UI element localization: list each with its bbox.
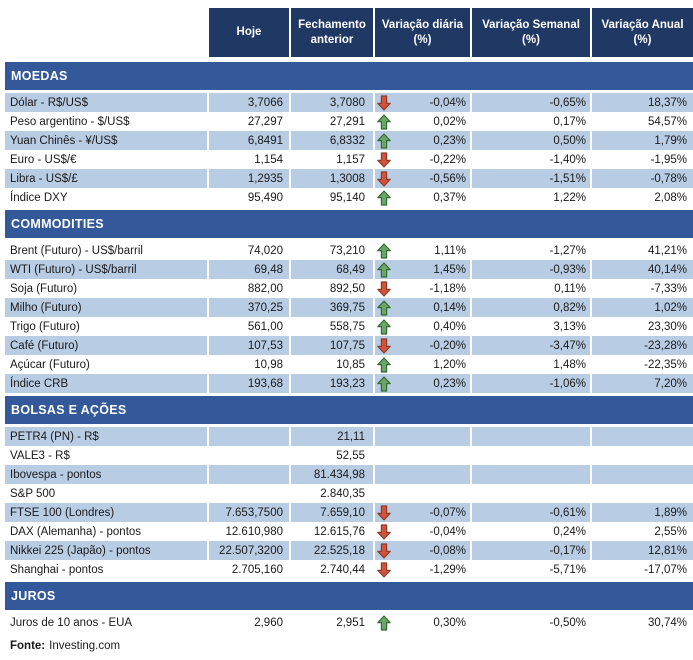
arrow-down-icon <box>377 524 391 540</box>
variacao-diaria-value: 0,02% <box>433 115 466 128</box>
fechamento-anterior-value: 6,8332 <box>289 131 373 150</box>
variacao-anual-value: 54,57% <box>590 112 693 131</box>
hoje-value: 2.705,160 <box>207 560 289 579</box>
variacao-anual-value: -1,95% <box>590 150 693 169</box>
arrow-up-icon <box>377 243 391 259</box>
variacao-diaria-cell <box>373 427 470 446</box>
fechamento-anterior-value: 2.740,44 <box>289 560 373 579</box>
variacao-anual-value: 1,02% <box>590 298 693 317</box>
table-row <box>5 150 693 169</box>
section-header-juros <box>5 582 693 610</box>
variacao-diaria-cell <box>373 355 470 374</box>
column-header-hoje: Hoje <box>207 8 289 57</box>
arrow-down-icon <box>377 171 391 187</box>
variacao-diaria-cell <box>373 503 470 522</box>
instrument-label: Soja (Futuro) <box>10 282 78 295</box>
variacao-anual-value: -22,35% <box>590 355 693 374</box>
table-row <box>5 260 693 279</box>
section-title: BOLSAS E AÇÕES <box>11 403 127 417</box>
instrument-label: PETR4 (PN) - R$ <box>10 430 99 443</box>
variacao-diaria-cell <box>373 169 470 188</box>
variacao-diaria-cell <box>373 260 470 279</box>
variacao-semanal-value: -5,71% <box>470 560 590 579</box>
hoje-value: 2,960 <box>207 613 289 632</box>
variacao-anual-value <box>590 484 693 503</box>
hoje-value: 95,490 <box>207 188 289 207</box>
column-header-variacao-semanal: Variação Semanal (%) <box>470 8 590 57</box>
table-header <box>5 8 693 57</box>
variacao-diaria-cell <box>373 279 470 298</box>
arrow-down-icon <box>377 281 391 297</box>
variacao-diaria-value: -0,08% <box>429 544 466 557</box>
variacao-semanal-value <box>470 446 590 465</box>
variacao-diaria-value: -0,07% <box>429 506 466 519</box>
instrument-label: Açúcar (Futuro) <box>10 358 90 371</box>
hoje-value: 882,00 <box>207 279 289 298</box>
variacao-anual-value: 23,30% <box>590 317 693 336</box>
arrow-up-icon <box>377 357 391 373</box>
hoje-value: 561,00 <box>207 317 289 336</box>
variacao-anual-value: -17,07% <box>590 560 693 579</box>
fechamento-anterior-value: 2,951 <box>289 613 373 632</box>
variacao-semanal-value: 0,17% <box>470 112 590 131</box>
variacao-diaria-cell <box>373 446 470 465</box>
column-header-variacao-anual: Variação Anual (%) <box>590 8 693 57</box>
variacao-diaria-cell <box>373 150 470 169</box>
variacao-diaria-value: -0,04% <box>429 525 466 538</box>
variacao-anual-value: 2,55% <box>590 522 693 541</box>
section-header-moedas <box>5 62 693 90</box>
table-row <box>5 336 693 355</box>
table-row <box>5 427 693 446</box>
table-row <box>5 131 693 150</box>
fechamento-anterior-value: 3,7080 <box>289 93 373 112</box>
table-row <box>5 241 693 260</box>
variacao-anual-value: -0,78% <box>590 169 693 188</box>
fechamento-anterior-value: 2.840,35 <box>289 484 373 503</box>
arrow-down-icon <box>377 543 391 559</box>
variacao-diaria-cell <box>373 241 470 260</box>
hoje-value: 107,53 <box>207 336 289 355</box>
instrument-label: Yuan Chinês - ¥/US$ <box>10 134 118 147</box>
variacao-diaria-cell <box>373 131 470 150</box>
variacao-diaria-value: 0,23% <box>433 134 466 147</box>
variacao-diaria-cell <box>373 93 470 112</box>
variacao-semanal-value: -0,61% <box>470 503 590 522</box>
instrument-label: Índice CRB <box>10 377 69 390</box>
variacao-anual-value <box>590 446 693 465</box>
variacao-diaria-value: 0,23% <box>433 377 466 390</box>
arrow-down-icon <box>377 95 391 111</box>
hoje-value: 1,2935 <box>207 169 289 188</box>
variacao-diaria-value: -0,04% <box>429 96 466 109</box>
fechamento-anterior-value: 22.525,18 <box>289 541 373 560</box>
hoje-value: 10,98 <box>207 355 289 374</box>
instrument-label: Juros de 10 anos - EUA <box>10 616 133 629</box>
fechamento-anterior-value: 369,75 <box>289 298 373 317</box>
arrow-down-icon <box>377 505 391 521</box>
section-title: JUROS <box>11 589 56 603</box>
variacao-anual-value: 12,81% <box>590 541 693 560</box>
variacao-diaria-value: 0,40% <box>433 320 466 333</box>
instrument-label: Libra - US$/£ <box>10 172 78 185</box>
variacao-semanal-value: -1,27% <box>470 241 590 260</box>
instrument-label: Café (Futuro) <box>10 339 79 352</box>
source-label: Fonte: <box>10 640 46 652</box>
variacao-diaria-cell <box>373 374 470 393</box>
variacao-semanal-value <box>470 465 590 484</box>
variacao-semanal-value: 0,50% <box>470 131 590 150</box>
variacao-anual-value: 40,14% <box>590 260 693 279</box>
hoje-value: 370,25 <box>207 298 289 317</box>
fechamento-anterior-value: 558,75 <box>289 317 373 336</box>
table-row <box>5 503 693 522</box>
hoje-value <box>207 446 289 465</box>
instrument-label: Índice DXY <box>10 191 68 204</box>
hoje-value: 69,48 <box>207 260 289 279</box>
variacao-diaria-cell <box>373 336 470 355</box>
arrow-up-icon <box>377 376 391 392</box>
fechamento-anterior-value: 95,140 <box>289 188 373 207</box>
instrument-label: Dólar - R$/US$ <box>10 96 88 109</box>
variacao-diaria-cell <box>373 613 470 632</box>
variacao-semanal-value: -0,50% <box>470 613 590 632</box>
variacao-diaria-value: 1,11% <box>434 244 466 257</box>
arrow-up-icon <box>377 190 391 206</box>
variacao-semanal-value: -0,65% <box>470 93 590 112</box>
arrow-down-icon <box>377 152 391 168</box>
table-row <box>5 93 693 112</box>
hoje-value: 3,7066 <box>207 93 289 112</box>
table-row <box>5 465 693 484</box>
variacao-diaria-value: -1,18% <box>429 282 466 295</box>
fechamento-anterior-value: 21,11 <box>289 427 373 446</box>
table-row <box>5 613 693 632</box>
variacao-diaria-cell <box>373 484 470 503</box>
section-header-bolsas-e-acoes <box>5 396 693 424</box>
table-row <box>5 484 693 503</box>
variacao-diaria-value: 0,37% <box>433 191 466 204</box>
table-row <box>5 355 693 374</box>
fechamento-anterior-value: 107,75 <box>289 336 373 355</box>
fechamento-anterior-value: 27,291 <box>289 112 373 131</box>
variacao-semanal-value: 3,13% <box>470 317 590 336</box>
variacao-semanal-value: -1,40% <box>470 150 590 169</box>
instrument-label: Ibovespa - pontos <box>10 468 102 481</box>
fechamento-anterior-value: 52,55 <box>289 446 373 465</box>
variacao-diaria-value: 1,20% <box>433 358 466 371</box>
variacao-diaria-value: 1,45% <box>433 263 466 276</box>
column-header-fechamento: Fechamento anterior <box>289 8 373 57</box>
variacao-diaria-cell <box>373 112 470 131</box>
variacao-diaria-value: 0,30% <box>433 616 466 629</box>
variacao-diaria-cell <box>373 465 470 484</box>
instrument-label: Trigo (Futuro) <box>10 320 80 333</box>
variacao-semanal-value: 0,82% <box>470 298 590 317</box>
variacao-diaria-value: -0,22% <box>429 153 466 166</box>
variacao-anual-value <box>590 427 693 446</box>
instrument-label: Brent (Futuro) - US$/barril <box>10 244 143 257</box>
section-header-commodities <box>5 210 693 238</box>
hoje-value: 193,68 <box>207 374 289 393</box>
fechamento-anterior-value: 68,49 <box>289 260 373 279</box>
variacao-semanal-value: -0,93% <box>470 260 590 279</box>
table-row <box>5 522 693 541</box>
variacao-diaria-value: -1,29% <box>429 563 466 576</box>
hoje-value <box>207 465 289 484</box>
variacao-anual-value <box>590 465 693 484</box>
instrument-label: VALE3 - R$ <box>10 449 70 462</box>
fechamento-anterior-value: 1,157 <box>289 150 373 169</box>
variacao-anual-value: 1,79% <box>590 131 693 150</box>
instrument-label: Milho (Futuro) <box>10 301 82 314</box>
instrument-label: Nikkei 225 (Japão) - pontos <box>10 544 151 557</box>
fechamento-anterior-value: 7.659,10 <box>289 503 373 522</box>
variacao-diaria-cell <box>373 522 470 541</box>
hoje-value <box>207 427 289 446</box>
variacao-semanal-value: 0,11% <box>470 279 590 298</box>
instrument-label: WTI (Futuro) - US$/barril <box>10 263 137 276</box>
variacao-anual-value: 30,74% <box>590 613 693 632</box>
table-row <box>5 112 693 131</box>
instrument-label: S&P 500 <box>10 487 56 500</box>
hoje-value: 12.610,980 <box>207 522 289 541</box>
hoje-value: 1,154 <box>207 150 289 169</box>
variacao-semanal-value <box>470 484 590 503</box>
variacao-diaria-cell <box>373 560 470 579</box>
arrow-up-icon <box>377 262 391 278</box>
variacao-diaria-value: -0,56% <box>429 172 466 185</box>
instrument-label: DAX (Alemanha) - pontos <box>10 525 142 538</box>
fechamento-anterior-value: 10,85 <box>289 355 373 374</box>
table-row <box>5 317 693 336</box>
table-row <box>5 560 693 579</box>
arrow-up-icon <box>377 133 391 149</box>
table-body <box>0 62 693 632</box>
variacao-semanal-value: 1,22% <box>470 188 590 207</box>
table-row <box>5 188 693 207</box>
table-row <box>5 446 693 465</box>
instrument-label: Euro - US$/€ <box>10 153 77 166</box>
table-row <box>5 279 693 298</box>
hoje-value: 7.653,7500 <box>207 503 289 522</box>
variacao-anual-value: 2,08% <box>590 188 693 207</box>
source-line <box>10 640 693 652</box>
hoje-value: 22.507,3200 <box>207 541 289 560</box>
table-row <box>5 374 693 393</box>
variacao-anual-value: 7,20% <box>590 374 693 393</box>
hoje-value: 74,020 <box>207 241 289 260</box>
hoje-value <box>207 484 289 503</box>
arrow-down-icon <box>377 562 391 578</box>
instrument-label: FTSE 100 (Londres) <box>10 506 115 519</box>
header-spacer <box>5 8 207 57</box>
fechamento-anterior-value: 892,50 <box>289 279 373 298</box>
variacao-diaria-cell <box>373 188 470 207</box>
arrow-up-icon <box>377 319 391 335</box>
fechamento-anterior-value: 73,210 <box>289 241 373 260</box>
instrument-label: Shanghai - pontos <box>10 563 104 576</box>
table-row <box>5 298 693 317</box>
section-title: MOEDAS <box>11 69 68 83</box>
source-value: Investing.com <box>49 640 121 652</box>
table-row <box>5 169 693 188</box>
instrument-label: Peso argentino - $/US$ <box>10 115 130 128</box>
variacao-semanal-value: -3,47% <box>470 336 590 355</box>
variacao-semanal-value: -1,06% <box>470 374 590 393</box>
variacao-semanal-value: -0,17% <box>470 541 590 560</box>
variacao-diaria-value: -0,20% <box>429 339 466 352</box>
variacao-diaria-cell <box>373 317 470 336</box>
variacao-semanal-value: 0,24% <box>470 522 590 541</box>
variacao-anual-value: -7,33% <box>590 279 693 298</box>
variacao-semanal-value: -1,51% <box>470 169 590 188</box>
variacao-semanal-value <box>470 427 590 446</box>
variacao-anual-value: 1,89% <box>590 503 693 522</box>
variacao-diaria-cell <box>373 541 470 560</box>
arrow-up-icon <box>377 300 391 316</box>
variacao-diaria-value: 0,14% <box>433 301 466 314</box>
hoje-value: 6,8491 <box>207 131 289 150</box>
variacao-anual-value: 18,37% <box>590 93 693 112</box>
variacao-diaria-cell <box>373 298 470 317</box>
column-header-variacao-diaria: Variação diária (%) <box>373 8 470 57</box>
table-row <box>5 541 693 560</box>
fechamento-anterior-value: 81.434,98 <box>289 465 373 484</box>
section-title: COMMODITIES <box>11 217 104 231</box>
fechamento-anterior-value: 12.615,76 <box>289 522 373 541</box>
fechamento-anterior-value: 193,23 <box>289 374 373 393</box>
fechamento-anterior-value: 1,3008 <box>289 169 373 188</box>
arrow-down-icon <box>377 338 391 354</box>
hoje-value: 27,297 <box>207 112 289 131</box>
arrow-up-icon <box>377 114 391 130</box>
arrow-up-icon <box>377 615 391 631</box>
variacao-semanal-value: 1,48% <box>470 355 590 374</box>
variacao-anual-value: 41,21% <box>590 241 693 260</box>
variacao-anual-value: -23,28% <box>590 336 693 355</box>
